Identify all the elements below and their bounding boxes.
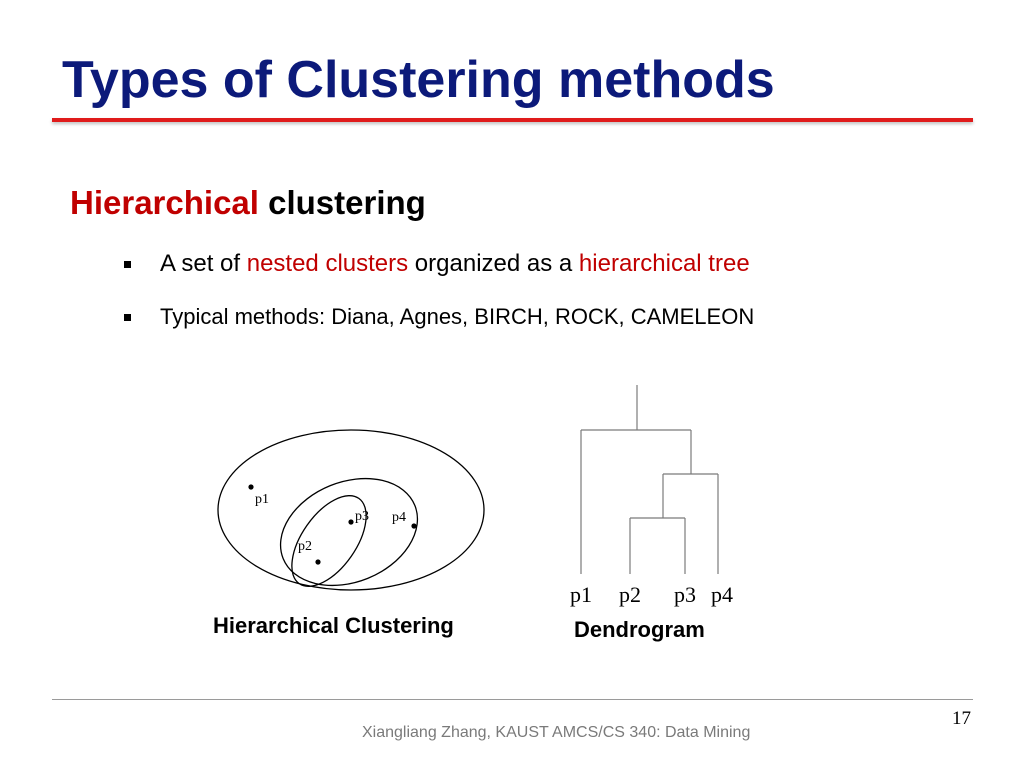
point-label-p4: p4: [392, 510, 406, 525]
dendrogram-tree: [581, 385, 718, 574]
dendrogram-leaf-p3: p3: [674, 582, 696, 607]
middle-cluster-ellipse: [264, 459, 433, 605]
dendrogram-leaf-p1: p1: [570, 582, 592, 607]
page-number: 17: [952, 708, 971, 729]
footer-divider: [52, 699, 973, 700]
bullet-text-pre: A set of: [160, 250, 247, 277]
bullet-text: Typical methods: Diana, Agnes, BIRCH, ROCK, CAMELEON: [160, 304, 755, 329]
point-label-p2: p2: [298, 539, 312, 554]
heading-highlight: Hierarchical: [70, 184, 259, 221]
caption-dendrogram: Dendrogram: [574, 617, 705, 642]
dendrogram-leaf-p2: p2: [619, 582, 641, 607]
point-label-p1: p1: [255, 492, 269, 507]
point-label-p3: p3: [355, 509, 369, 524]
slide-title: Types of Clustering methods: [62, 51, 775, 109]
caption-hierarchical-clustering: Hierarchical Clustering: [213, 613, 454, 638]
outer-cluster-ellipse: [218, 430, 484, 590]
bullet-text-mid: organized as a: [408, 250, 579, 277]
point-p4: [411, 523, 416, 528]
point-p1: [248, 484, 253, 489]
heading-rest: clustering: [268, 184, 426, 221]
point-p2: [315, 559, 320, 564]
point-p3: [348, 519, 353, 524]
dendrogram-leaf-p4: p4: [711, 582, 733, 607]
footer-credit: Xiangliang Zhang, KAUST AMCS/CS 340: Data Mining: [362, 724, 751, 741]
bullet-highlight-nested-clusters: nested clusters: [246, 250, 409, 277]
bullet-highlight-hierarchical-tree: hierarchical tree: [578, 250, 750, 277]
